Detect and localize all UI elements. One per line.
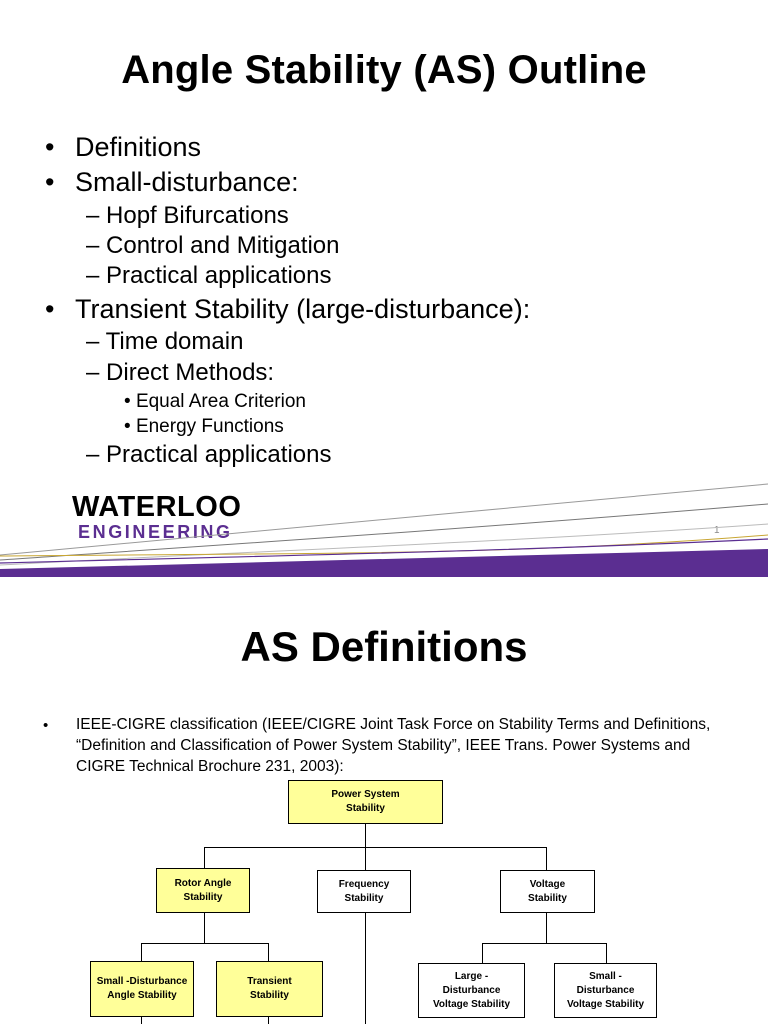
waterloo-logo-text: WATERLOO bbox=[72, 491, 242, 523]
bullet: • bbox=[43, 717, 49, 734]
power-system-stability-box: Power System Stability bbox=[288, 780, 443, 824]
connector-line bbox=[204, 913, 205, 943]
connector-line bbox=[365, 913, 366, 1024]
connector-line bbox=[482, 943, 607, 944]
page-number: 1 bbox=[714, 525, 720, 536]
slide-1: Angle Stability (AS) Outline • Definitions • Small-disturbance: – Hopf Bifurcations – Control and Mitigation – Practical applications • Transient Stability (large-disturbance): – Time domain – Direct Methods: • Equal Area Criterion • Energy Functions – Practical applications WATERLOO ENGINEERING 1 bbox=[0, 0, 768, 577]
connector-line bbox=[141, 943, 269, 944]
voltage-stability-box: Voltage Stability bbox=[500, 870, 595, 913]
connector-line bbox=[204, 847, 547, 848]
outline-subitem-control: – Control and Mitigation bbox=[86, 232, 340, 259]
dash: – bbox=[86, 202, 100, 229]
connector-line bbox=[606, 943, 607, 963]
outline-subitem-direct-methods: – Direct Methods: bbox=[86, 359, 275, 386]
classification-paragraph: IEEE-CIGRE classification (IEEE/CIGRE Joint Task Force on Stability Terms and Definitions, “Definition and Classification of Power System Stability”, IEEE Trans. Power Systems and CIGRE Technical Brochure 231, 2003): bbox=[76, 716, 711, 775]
outline-subitem-hopf: – Hopf Bifurcations bbox=[86, 202, 289, 229]
slide-title: AS Definitions bbox=[240, 623, 528, 670]
frequency-stability-box: Frequency Stability bbox=[317, 870, 411, 913]
footer-swoosh-decoration bbox=[0, 477, 768, 577]
bullet: • bbox=[45, 132, 55, 162]
dash: – bbox=[86, 232, 100, 259]
dash: – bbox=[86, 262, 100, 289]
bullet: • bbox=[45, 167, 55, 197]
bullet: • bbox=[45, 294, 55, 324]
outline-subsubitem-energy-functions: • Energy Functions bbox=[124, 416, 284, 437]
small-disturbance-angle-stability-box: Small -Disturbance Angle Stability bbox=[90, 961, 194, 1017]
large-disturbance-voltage-stability-box: Large - Disturbance Voltage Stability bbox=[418, 963, 525, 1018]
connector-line bbox=[365, 847, 366, 870]
outline-subitem-practical-1: – Practical applications bbox=[86, 262, 332, 289]
engineering-logo-text: ENGINEERING bbox=[78, 522, 233, 542]
connector-line bbox=[482, 943, 483, 963]
dash: – bbox=[86, 441, 100, 468]
connector-line bbox=[141, 943, 142, 961]
rotor-angle-stability-box: Rotor Angle Stability bbox=[156, 868, 250, 913]
slide-gap bbox=[0, 577, 768, 597]
outline-subitem-practical-2: – Practical applications bbox=[86, 441, 332, 468]
connector-line bbox=[141, 1017, 142, 1024]
small-disturbance-voltage-stability-box: Small - Disturbance Voltage Stability bbox=[554, 963, 657, 1018]
outline-subitem-time-domain: – Time domain bbox=[86, 328, 244, 355]
connector-line bbox=[546, 847, 547, 870]
dash: – bbox=[86, 328, 100, 355]
slide-2 bbox=[0, 597, 768, 1024]
connector-line bbox=[204, 847, 205, 868]
transient-stability-box: Transient Stability bbox=[216, 961, 323, 1017]
connector-line bbox=[365, 823, 366, 847]
connector-line bbox=[268, 1017, 269, 1024]
bullet: • bbox=[124, 391, 131, 412]
bullet: • bbox=[124, 416, 131, 437]
connector-line bbox=[546, 913, 547, 943]
slide-title: Angle Stability (AS) Outline bbox=[121, 48, 647, 92]
connector-line bbox=[268, 943, 269, 961]
outline-subsubitem-equal-area: • Equal Area Criterion bbox=[124, 391, 306, 412]
dash: – bbox=[86, 359, 100, 386]
